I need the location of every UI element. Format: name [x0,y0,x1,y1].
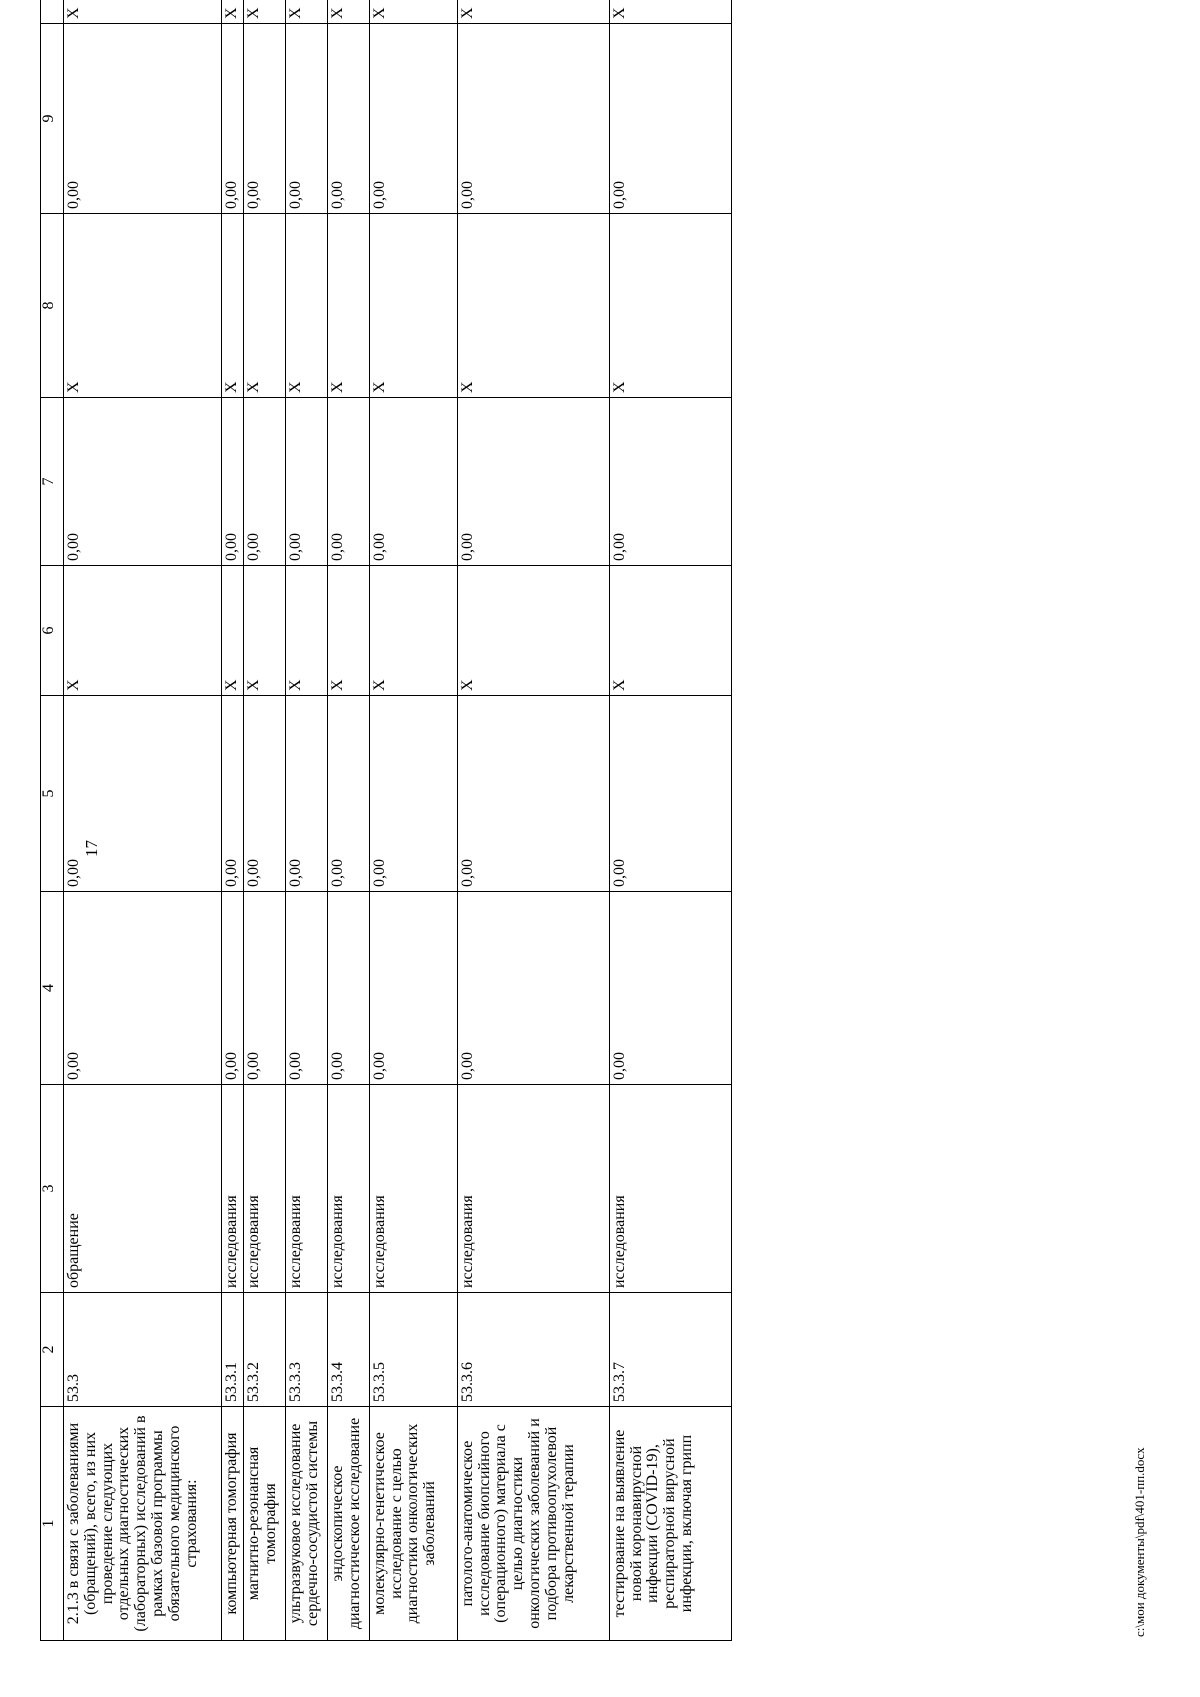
value-cell: 0,00 [457,24,609,214]
value-cell: 0,00 [64,398,222,566]
row-name: компьютерная томография [222,1407,244,1641]
row-unit: исследования [609,1085,731,1293]
value-cell: 0,00 [64,892,222,1085]
value-cell: 0,00 [327,398,369,566]
value-cell: 0,00 [285,398,327,566]
column-number: 2 [41,1293,64,1407]
value-cell: 0,00 [327,892,369,1085]
value-cell: X [457,214,609,398]
column-number: 7 [41,398,64,566]
row-unit: исследования [285,1085,327,1293]
value-cell: X [64,214,222,398]
row-code: 53.3.7 [609,1293,731,1407]
row-name: 2.1.3 в связи с заболеваниями (обращений), всего, из них проведение следующих отдельных диагностических (лабораторных) исследований в рамках базовой программы обязательного медицинского страхования: [64,1407,222,1641]
value-cell: 0,00 [369,398,457,566]
value-cell: X [222,0,244,24]
value-cell: 0,00 [285,696,327,892]
value-cell: X [64,566,222,696]
value-cell: X [327,0,369,24]
value-cell: 0,00 [285,24,327,214]
value-cell: 0,00 [609,24,731,214]
row-name: магнитно-резонансная томография [243,1407,285,1641]
value-cell: X [327,214,369,398]
value-cell: X [457,566,609,696]
value-cell: X [285,214,327,398]
table-row [222,0,244,1641]
value-cell: X [285,0,327,24]
column-number: 9 [41,24,64,214]
value-cell: X [222,214,244,398]
table-row [457,0,609,1641]
value-cell: 0,00 [285,892,327,1085]
row-code: 53.3.5 [369,1293,457,1407]
value-cell: 0,00 [243,892,285,1085]
row-unit: исследования [369,1085,457,1293]
table-row [369,0,457,1641]
value-cell: 0,00 [64,696,222,892]
table-row [243,0,285,1641]
footer-file-path: c:\мои документы\pdf\401-пп.docx [1132,1447,1147,1637]
row-unit: обращение [64,1085,222,1293]
row-name: молекулярно-генетическое исследование с целью диагностики онкологических заболеваний [369,1407,457,1641]
value-cell: 0,00 [222,398,244,566]
value-cell: 0,00 [64,24,222,214]
value-cell: 0,00 [327,24,369,214]
row-code: 53.3.2 [243,1293,285,1407]
value-cell: 0,00 [609,398,731,566]
row-unit: исследования [327,1085,369,1293]
value-cell: X [457,0,609,24]
row-name: тестирование на выявление новой коронавирусной инфекции (COVID-19), респираторной вирусной инфекции, включая грипп [609,1407,731,1641]
data-table [40,0,732,1641]
value-cell: 0,00 [222,24,244,214]
value-cell: X [609,214,731,398]
table-row [327,0,369,1641]
value-cell: X [369,0,457,24]
value-cell: 0,00 [243,24,285,214]
value-cell: 0,00 [457,398,609,566]
row-code: 53.3.1 [222,1293,244,1407]
row-unit: исследования [243,1085,285,1293]
column-number [41,0,64,24]
value-cell: 0,00 [243,398,285,566]
page-number: 17 [82,840,101,857]
column-number: 6 [41,566,64,696]
row-unit: исследования [222,1085,244,1293]
value-cell: 0,00 [369,696,457,892]
value-cell: 0,00 [369,892,457,1085]
value-cell: X [64,0,222,24]
value-cell: X [243,214,285,398]
row-name: патолого-анатомическое исследование биопсийного (операционного) материала с целью диагностики онкологических заболеваний и подбора противоопухолевой лекарственной терапии [457,1407,609,1641]
row-code: 53.3.4 [327,1293,369,1407]
table-row [609,0,731,1641]
value-cell: X [327,566,369,696]
row-name: эндоскопическое диагностическое исследование [327,1407,369,1641]
column-number: 4 [41,892,64,1085]
value-cell: 0,00 [222,892,244,1085]
value-cell: X [609,566,731,696]
value-cell: 0,00 [457,892,609,1085]
row-code: 53.3.6 [457,1293,609,1407]
column-number: 8 [41,214,64,398]
column-number: 3 [41,1085,64,1293]
value-cell: 0,00 [222,696,244,892]
value-cell: X [369,214,457,398]
value-cell: X [243,0,285,24]
table-row [285,0,327,1641]
column-number: 5 [41,696,64,892]
value-cell: 0,00 [327,696,369,892]
value-cell: 0,00 [457,696,609,892]
value-cell: X [369,566,457,696]
row-unit: исследования [457,1085,609,1293]
value-cell: X [609,0,731,24]
value-cell: X [243,566,285,696]
row-name: ультразвуковое исследование сердечно-сосудистой системы [285,1407,327,1641]
value-cell: 0,00 [369,24,457,214]
row-code: 53.3.3 [285,1293,327,1407]
column-number: 1 [41,1407,64,1641]
value-cell: X [222,566,244,696]
value-cell: 0,00 [609,892,731,1085]
row-code: 53.3 [64,1293,222,1407]
column-number-row [41,0,64,1641]
value-cell: 0,00 [609,696,731,892]
value-cell: X [285,566,327,696]
value-cell: 0,00 [243,696,285,892]
table-row [64,0,222,1641]
